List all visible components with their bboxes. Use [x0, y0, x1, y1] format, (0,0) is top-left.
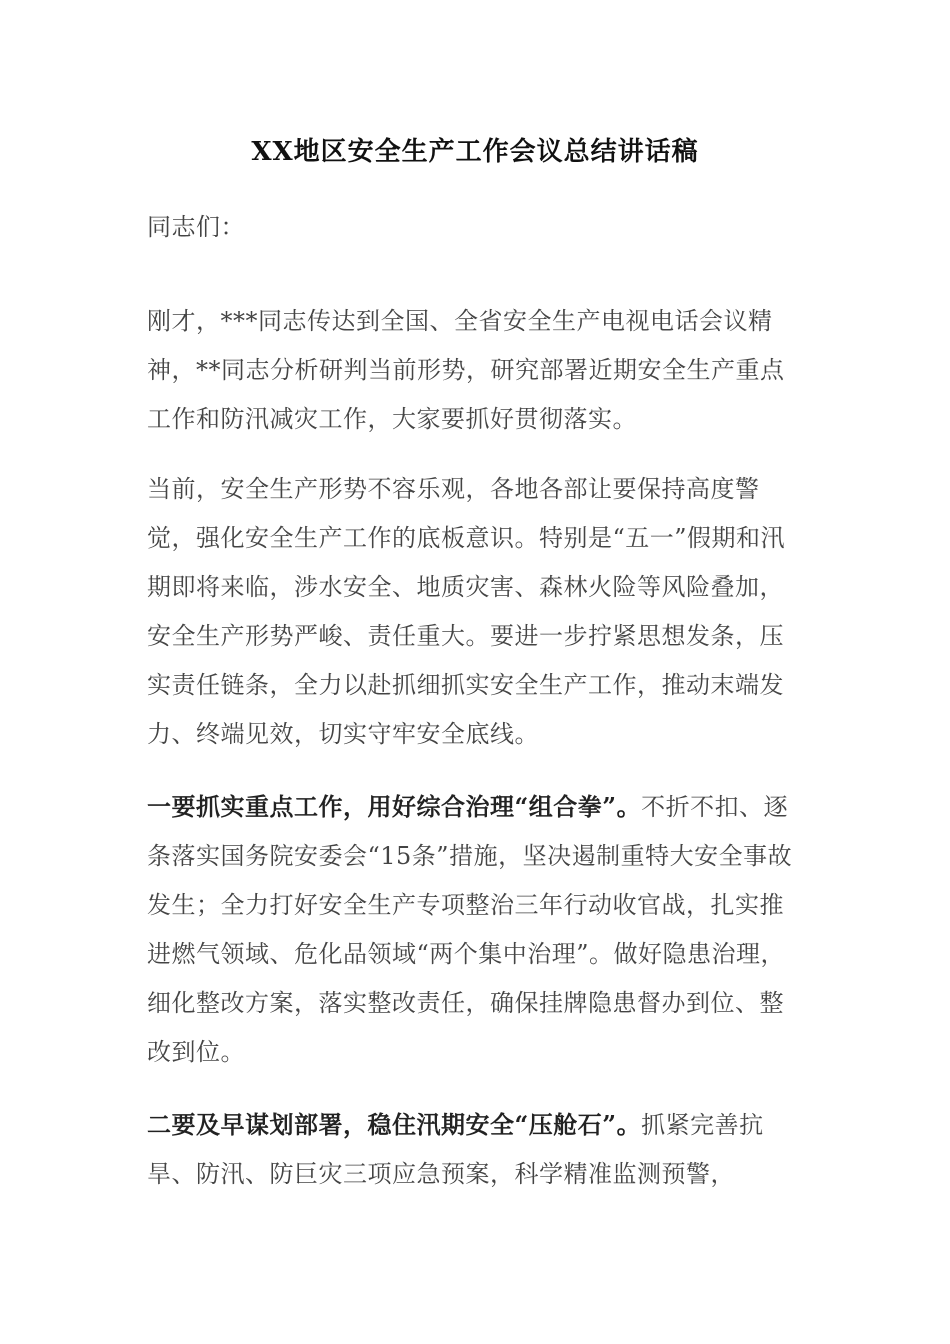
document-title: XX地区安全生产工作会议总结讲话稿 — [251, 137, 699, 167]
paragraph-4 — [147, 1100, 807, 1199]
greeting: 同志们： — [147, 213, 245, 241]
paragraph-3-lead: 一要抓实重点工作，用好综合治理“组合拳”。 — [147, 792, 642, 821]
paragraph-2 — [147, 465, 807, 759]
paragraph-4-lead: 二要及早谋划部署，稳住汛期安全“压舱石”。 — [147, 1110, 642, 1139]
paragraph-2-text: 当前，安全生产形势不容乐观，各地各部让要保持高度警觉，强化安全生产工作的底板意识。特别是“五一”假期和汛期即将来临，涉水安全、地质灾害、森林火险等风险叠加，安全生产形势严峻、责任重大。要进一步拧紧思想发条，压实责任链条，全力以赴抓细抓实安全生产工作，推动末端发力、终端见效，切实守牢安全底线。 — [147, 475, 786, 748]
paragraph-3 — [147, 782, 807, 1077]
paragraph-1-text: 刚才，***同志传达到全国、全省安全生产电视电话会议精神，**同志分析研判当前形势，研究部署近期安全生产重点工作和防汛减灾工作，大家要抓好贯彻落实。 — [147, 307, 785, 433]
paragraph-3-text: 不折不扣、逐条落实国务院安委会“15条”措施，坚决遏制重特大安全事故发生；全力打好安全生产专项整治三年行动收官战，扎实推进燃气领域、危化品领域“两个集中治理”。做好隐患治理，细化整改方案，落实整改责任，确保挂牌隐患督办到位、整改到位。 — [147, 793, 793, 1066]
paragraph-1 — [147, 297, 807, 444]
paragraph-4-text: 抓紧完善抗旱、防汛、防巨灾三项应急预案，科学精准监测预警， — [147, 1111, 764, 1188]
